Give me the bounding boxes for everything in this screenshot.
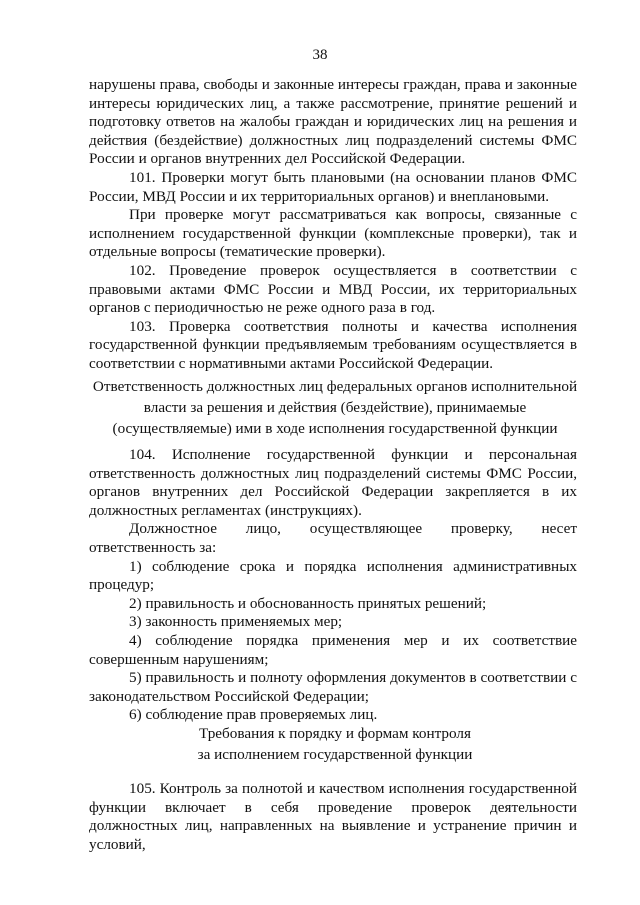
heading-line: Ответственность должностных лиц федеральных органов исполнительной bbox=[92, 378, 578, 395]
heading-line: власти за решения и действия (бездействие), принимаемые bbox=[143, 399, 527, 416]
text-block-control bbox=[89, 780, 577, 854]
paragraph-continuation: нарушены права, свободы и законные интересы граждан, права и законные интересы юридических лиц, а также рассмотрение, принятие решений и подготовку ответов на жалобы граждан и юридических лиц на решения и действия (бездействие) должностных лиц подразделений системы ФМС России и органов внутренних дел Российской Федерации. bbox=[89, 76, 577, 168]
list-item-2: 2) правильность и обоснованность принятых решений; bbox=[129, 594, 487, 612]
heading-line: за исполнением государственной функции bbox=[197, 746, 473, 763]
list-item-5: 5) правильность и полноту оформления документов в соответствии с законодательством Российской Федерации; bbox=[89, 669, 577, 705]
list-item-4: 4) соблюдение порядка применения мер и их соответствие совершенным нарушениям; bbox=[89, 631, 577, 668]
paragraph-102: 102. Проведение проверок осуществляется в соответствии с правовыми актами ФМС России и МВД России, их территориальных органов с периодичностью не реже одного раза в год. bbox=[89, 261, 577, 317]
list-item-3: 3) законность применяемых мер; bbox=[129, 613, 343, 631]
page-number: 38 bbox=[312, 47, 328, 63]
list-item-1: 1) соблюдение срока и порядка исполнения административных процедур; bbox=[89, 557, 577, 594]
heading-line: (осуществляемые) ими в ходе исполнения государственной функции bbox=[112, 420, 558, 437]
text-block-checks bbox=[89, 76, 577, 374]
paragraph-103: 103. Проверка соответствия полноты и качества исполнения государственной функции предъявляемым требованиям осуществляется в соответствии с нормативными актами Российской Федерации. bbox=[89, 317, 577, 372]
section-heading-responsibility bbox=[80, 376, 590, 439]
paragraph-check-types: При проверке могут рассматриваться как вопросы, связанные с исполнением государственной функции (комплексные проверки), так и отдельные вопросы (тематические проверки). bbox=[89, 206, 577, 261]
text-block-responsibility bbox=[89, 446, 577, 725]
heading-line: Требования к порядку и формам контроля bbox=[199, 725, 471, 742]
paragraph-101: 101. Проверки могут быть плановыми (на основании планов ФМС России, МВД России и их территориальных органов) и внеплановыми. bbox=[89, 168, 577, 205]
paragraph-104: 104. Исполнение государственной функции и персональная ответственность должностных лиц подразделений системы ФМС России, органов внутренних дел Российской Федерации закрепляется в их должностных регламентах (инструкциях). bbox=[89, 446, 577, 519]
section-heading-control bbox=[80, 723, 590, 765]
paragraph-105: 105. Контроль за полнотой и качеством исполнения государственной функции включает в себя проведение проверок деятельности должностных лиц, направленных на выявление и устранение причин и условий, bbox=[89, 780, 577, 853]
list-item-6: 6) соблюдение прав проверяемых лиц. bbox=[129, 706, 378, 724]
paragraph-official-responsibility: Должностное лицо, осуществляющее проверку, несет ответственность за: bbox=[89, 520, 577, 556]
